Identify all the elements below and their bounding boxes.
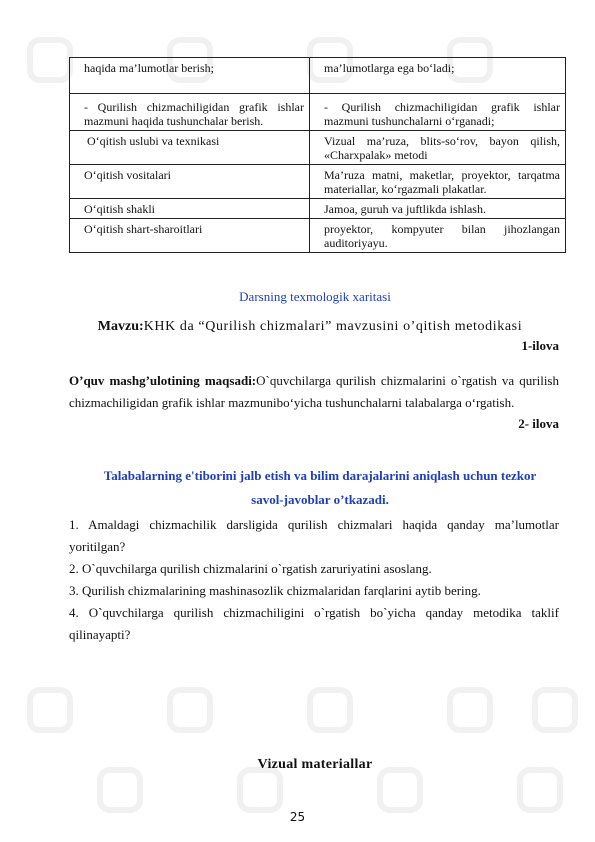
table-row bbox=[70, 199, 566, 219]
goal-label: O’quv mashg’ulotining maqsadi: bbox=[69, 373, 257, 388]
table-row bbox=[70, 58, 566, 94]
topic-line bbox=[60, 319, 560, 335]
section-title: Vizual materiallar bbox=[257, 757, 373, 772]
list-item: 3. Qurilish chizmalarining mashinasozlik chizmalaridan farqlarini aytib bering. bbox=[69, 583, 481, 598]
table-row bbox=[70, 131, 566, 165]
list-item: 2. O`quvchilarga qurilish chizmalarini o`rgatish zaruriyatini asoslang. bbox=[69, 561, 432, 576]
table-cell: O‘qitish shakli bbox=[70, 199, 310, 219]
table-cell: Vizual ma’ruza, blits-so‘rov, bayon qilish, «Charxpalak» metodi bbox=[310, 131, 566, 165]
table-row bbox=[70, 165, 566, 199]
table-cell: - Qurilish chizmachiligidan grafik ishlar mazmuni tushunchalarni o‘rganadi; bbox=[310, 94, 566, 131]
table-cell: ma’lumotlarga ega bo‘ladi; bbox=[310, 58, 566, 94]
table-cell: O‘qitish vositalari bbox=[70, 165, 310, 199]
questions-list bbox=[69, 514, 559, 646]
list-item: 4. O`quvchilarga qurilish chizmachiligini o`rgatish bo`yicha qanday metodika taklif qilinayapti? bbox=[69, 605, 559, 642]
table-cell: Jamoa, guruh va juftlikda ishlash. bbox=[310, 199, 566, 219]
table-cell: - Qurilish chizmachiligidan grafik ishlar mazmuni haqida tushunchalar berish. bbox=[70, 94, 310, 131]
list-item: 1. Amaldagi chizmachilik darsligida qurilish chizmalari haqida qanday ma’lumotlar yoritilgan? bbox=[69, 517, 559, 554]
topic-text: KHK da “Qurilish chizmalari” mavzusini o’qitish metodikasi bbox=[143, 319, 523, 334]
appendix-1-label: 1-ilova bbox=[521, 338, 559, 353]
table-cell: haqida ma’lumotlar berish; bbox=[70, 58, 310, 94]
table-row bbox=[70, 219, 566, 253]
lesson-plan-table bbox=[69, 57, 566, 253]
table-cell: Ma’ruza matni, maketlar, proyektor, tarqatma materiallar, ko‘rgazmali plakatlar. bbox=[310, 165, 566, 199]
topic-label: Mavzu: bbox=[97, 319, 144, 334]
table-cell: O‘qitish shart-sharoitlari bbox=[70, 219, 310, 253]
blue-heading-line-1: Talabalarning e'tiborini jalb etish va bilim darajalarini aniqlash uchun tezkor bbox=[103, 468, 537, 483]
blue-heading-line-2: savol-javoblar o’tkazadi. bbox=[251, 492, 389, 507]
page-number: 25 bbox=[289, 810, 306, 824]
table-row bbox=[70, 94, 566, 131]
goal-paragraph bbox=[69, 370, 559, 414]
table-cell: O‘qitish uslubi va texnikasi bbox=[70, 131, 310, 165]
goal-text: O`quvchilarga qurilish chizmalarini o`rgatish va qurilish chizmachiligidan grafik ishlar mazmunibo‘yicha tushunchalarni talabalarga o‘rgatish. bbox=[69, 373, 559, 410]
table-cell: proyektor, kompyuter bilan jihozlangan auditoriyayu. bbox=[310, 219, 566, 253]
blue-heading bbox=[60, 464, 580, 512]
appendix-2-label: 2- ilova bbox=[518, 416, 559, 431]
tech-map-title: Darsning texmologik xaritasi bbox=[239, 289, 391, 304]
